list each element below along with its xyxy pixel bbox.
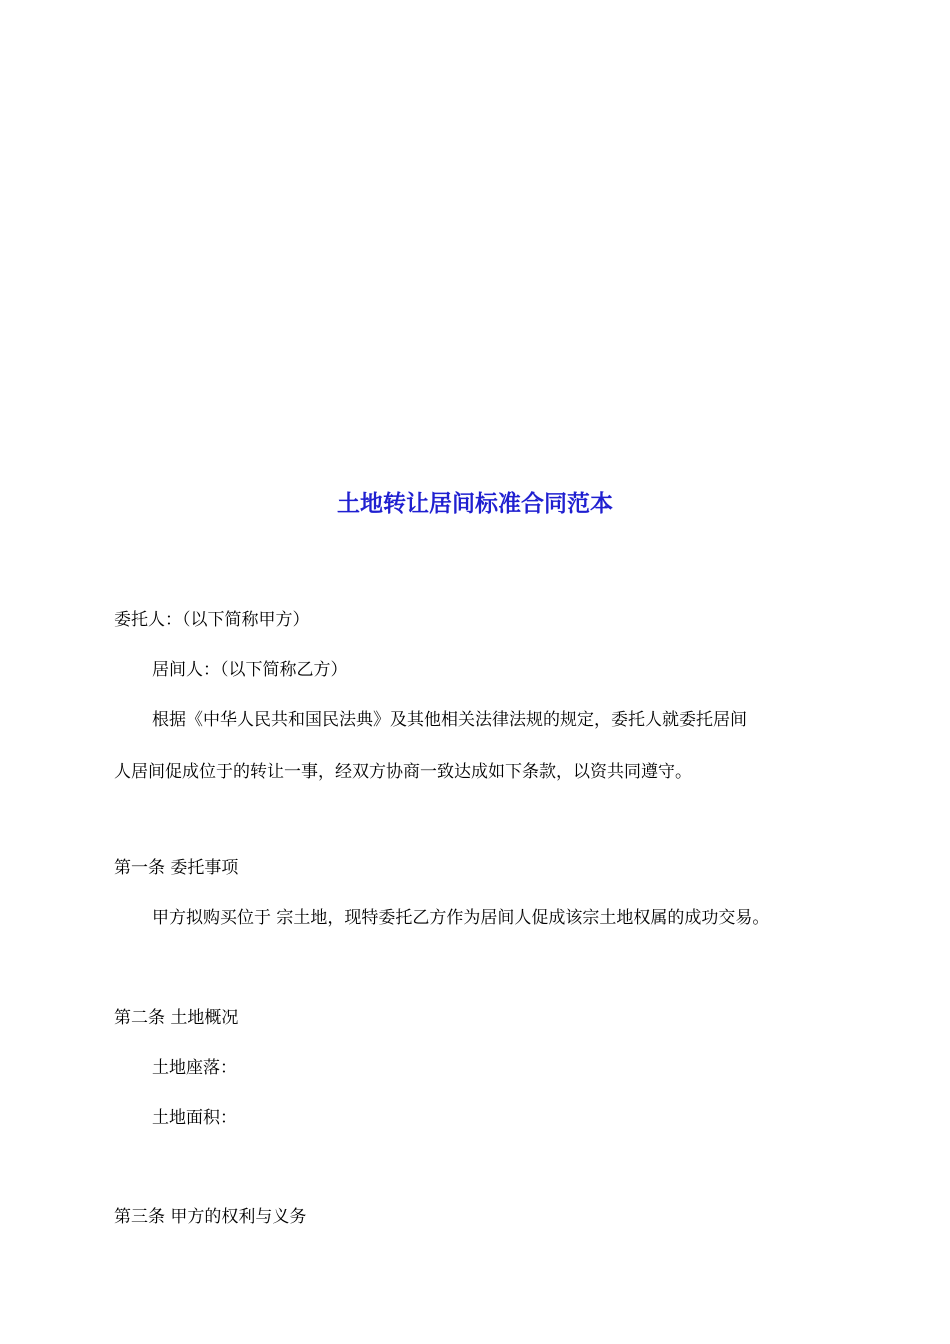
- article-1-body: 甲方拟购买位于 宗土地，现特委托乙方作为居间人促成该宗土地权属的成功交易。: [152, 908, 770, 928]
- party-a-line: 委托人：（以下简称甲方）: [114, 610, 310, 630]
- document-title: 土地转让居间标准合同范本: [337, 490, 613, 517]
- preamble-line-1: 根据《中华人民共和国民法典》及其他相关法律法规的规定，委托人就委托居间: [152, 710, 747, 730]
- party-b-line: 居间人：（以下简称乙方）: [152, 660, 348, 680]
- article-1-heading: 第一条 委托事项: [114, 858, 239, 878]
- preamble-line-2: 人居间促成位于的转让一事，经双方协商一致达成如下条款，以资共同遵守。: [114, 762, 692, 782]
- land-area-line: 土地面积：: [152, 1108, 237, 1128]
- article-3-heading: 第三条 甲方的权利与义务: [114, 1207, 307, 1227]
- land-location-line: 土地座落：: [152, 1058, 237, 1078]
- article-2-heading: 第二条 土地概况: [114, 1008, 239, 1028]
